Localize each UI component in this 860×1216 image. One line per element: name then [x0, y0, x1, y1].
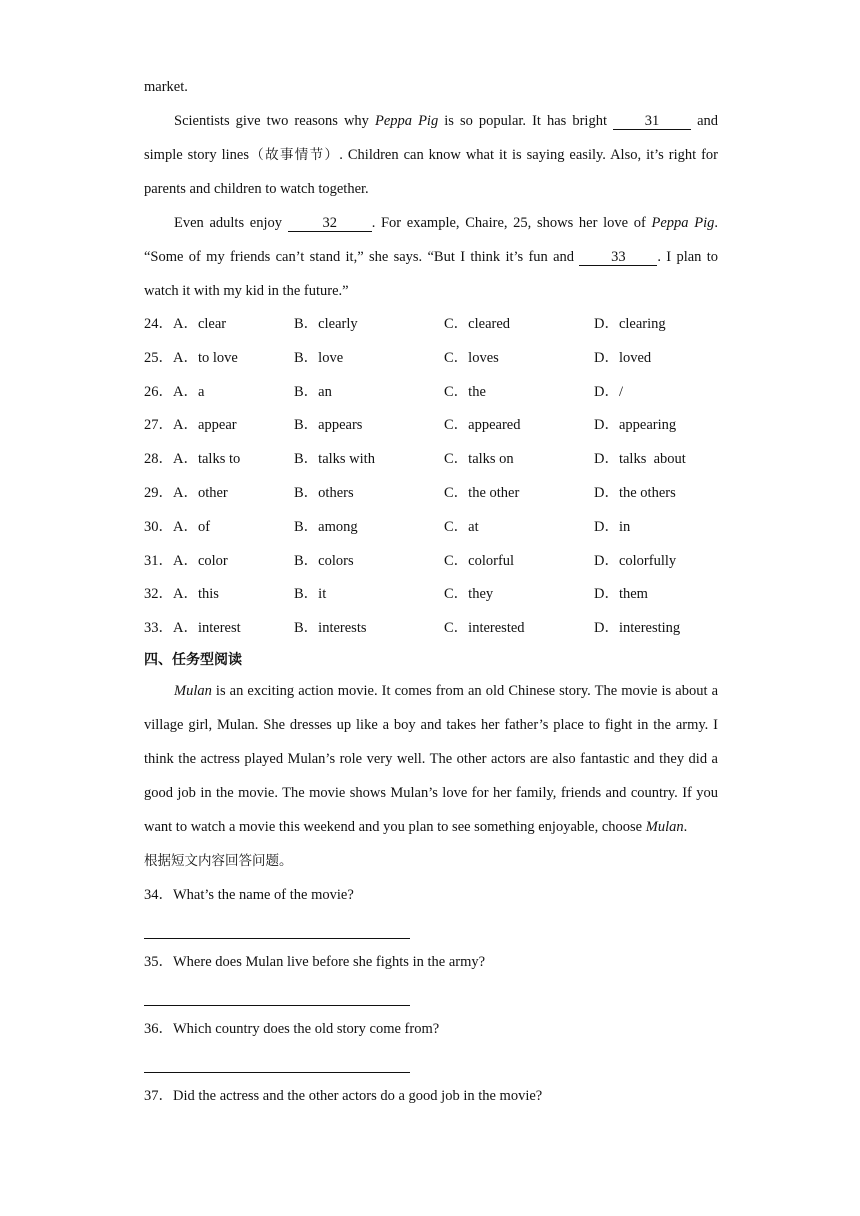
option-b: B．clearly [294, 316, 358, 332]
option-c: C．they [444, 586, 494, 603]
option-a-text: A．appear [173, 417, 237, 434]
option-b: B．others [294, 484, 354, 501]
passage-paragraph-2 [144, 206, 718, 308]
question-number: 24． [144, 316, 173, 332]
question-number: 28． [144, 451, 173, 468]
option-a [144, 409, 237, 443]
option-a-text: A．color [173, 552, 228, 569]
option-a-text: A．of [173, 518, 211, 535]
answer-line-34[interactable] [144, 938, 410, 939]
option-c: C．colorful [444, 552, 515, 569]
option-d: D．interesting [594, 620, 681, 637]
option-d: D．/ [594, 383, 623, 400]
option-row [144, 308, 718, 342]
option-d: D．the others [594, 484, 676, 501]
option-a [144, 342, 238, 376]
text-run: Scientists give two reasons why [174, 113, 375, 129]
question-36: 36．Which country does the old story come from? [144, 1020, 440, 1037]
question-number: 29． [144, 484, 173, 501]
question-37: 37．Did the actress and the other actors do a good job in the movie? [144, 1087, 543, 1104]
chinese-gloss: （故事情节） [248, 147, 340, 163]
option-c: C．appeared [444, 417, 521, 434]
option-c: C．loves [444, 349, 499, 366]
content-column [144, 70, 718, 1113]
question-35: 35．Where does Mulan live before she fights in the army? [144, 953, 486, 970]
option-a [144, 612, 241, 646]
option-row [144, 443, 718, 477]
option-b: B．among [294, 518, 358, 535]
option-c: C．the [444, 383, 486, 400]
option-a [144, 511, 210, 545]
option-b: B．appears [294, 417, 363, 434]
option-c: C．interested [444, 620, 525, 637]
option-a-text: A．a [173, 383, 205, 400]
option-c: C．talks on [444, 451, 514, 468]
option-row [144, 511, 718, 545]
option-row [144, 578, 718, 612]
text-run: and simple story lines [144, 113, 719, 163]
answer-line-36[interactable] [144, 1072, 410, 1073]
text-run: . For example, Chaire, 25, shows her love of [371, 215, 652, 231]
blank-33: 33 [579, 249, 657, 266]
option-row [144, 612, 718, 646]
answer-line-35[interactable] [144, 1005, 410, 1006]
option-a [144, 443, 240, 477]
option-d: D．loved [594, 349, 652, 366]
option-a [144, 308, 226, 342]
text-run: . [683, 818, 688, 835]
text-run: . “Some of my friends can’t stand it,” she says. “But I think it’s fun and [144, 215, 718, 265]
option-a [144, 578, 219, 612]
question-number: 31． [144, 552, 173, 569]
blank-31: 31 [613, 113, 691, 130]
italic-title: Peppa Pig [651, 215, 715, 231]
option-c: C．cleared [444, 316, 511, 332]
option-a [144, 477, 228, 511]
option-a [144, 376, 204, 410]
option-row [144, 545, 718, 579]
option-b: B．it [294, 586, 327, 603]
question-number: 25． [144, 349, 173, 366]
text-run: is so popular. It has bright [438, 113, 614, 129]
instruction-text: 根据短文内容回答问题。 [144, 852, 293, 869]
question-number: 32． [144, 586, 173, 603]
italic-title: Mulan [645, 818, 684, 835]
option-row [144, 376, 718, 410]
option-row [144, 477, 718, 511]
option-d: D．clearing [594, 316, 666, 332]
option-row [144, 342, 718, 376]
option-a-text: A．interest [173, 620, 241, 637]
option-d: D．in [594, 518, 631, 535]
question-34: 34．What’s the name of the movie? [144, 886, 354, 903]
mulan-paragraph [144, 674, 718, 844]
option-a-text: A．talks to [173, 451, 241, 468]
passage-fragment: market. [144, 79, 188, 95]
option-a-text: A．clear [173, 316, 227, 332]
question-number: 33． [144, 620, 173, 637]
section-heading: 四、任务型阅读 [144, 651, 242, 668]
option-d: D．them [594, 586, 648, 603]
option-row [144, 409, 718, 443]
option-b: B．love [294, 349, 344, 366]
text-run: . I plan to watch it with my kid in the future.” [144, 249, 719, 299]
option-b: B．colors [294, 552, 354, 569]
text-run: . Children can know what it is saying easily. Also, it’s right for parents and children to watch together. [144, 147, 718, 197]
option-d: D．appearing [594, 417, 677, 434]
option-b: B．an [294, 383, 332, 400]
option-a-text: A．to love [173, 349, 238, 366]
text-run: Even adults enjoy [174, 215, 288, 231]
question-number: 30． [144, 518, 173, 535]
question-number: 27． [144, 417, 173, 434]
question-number: 26． [144, 383, 173, 400]
italic-title: Mulan [174, 682, 212, 699]
option-a [144, 545, 228, 579]
blank-32: 32 [288, 215, 372, 232]
italic-title: Peppa Pig [374, 113, 439, 129]
option-d: D．talks about [594, 451, 686, 468]
option-a-text: A．other [173, 484, 228, 501]
passage-paragraph-1 [144, 104, 718, 206]
options-list [144, 308, 718, 646]
option-a-text: A．this [173, 586, 219, 603]
text-run: is an exciting action movie. It comes from an old Chinese story. The movie is about a village girl, Mulan. She dresses up like a boy and takes her father’s place to fight in the army. I think the actress played Mulan’s role very well. The other actors are also fantastic and they did a good job in the movie. The movie shows Mulan’s love for her family, friends and country. If you want to watch a movie this weekend and you plan to see something enjoyable, choose [144, 682, 718, 835]
option-b: B．talks with [294, 451, 375, 468]
option-d: D．colorfully [594, 552, 677, 569]
option-c: C．the other [444, 484, 520, 501]
option-b: B．interests [294, 620, 367, 637]
option-c: C．at [444, 518, 479, 535]
